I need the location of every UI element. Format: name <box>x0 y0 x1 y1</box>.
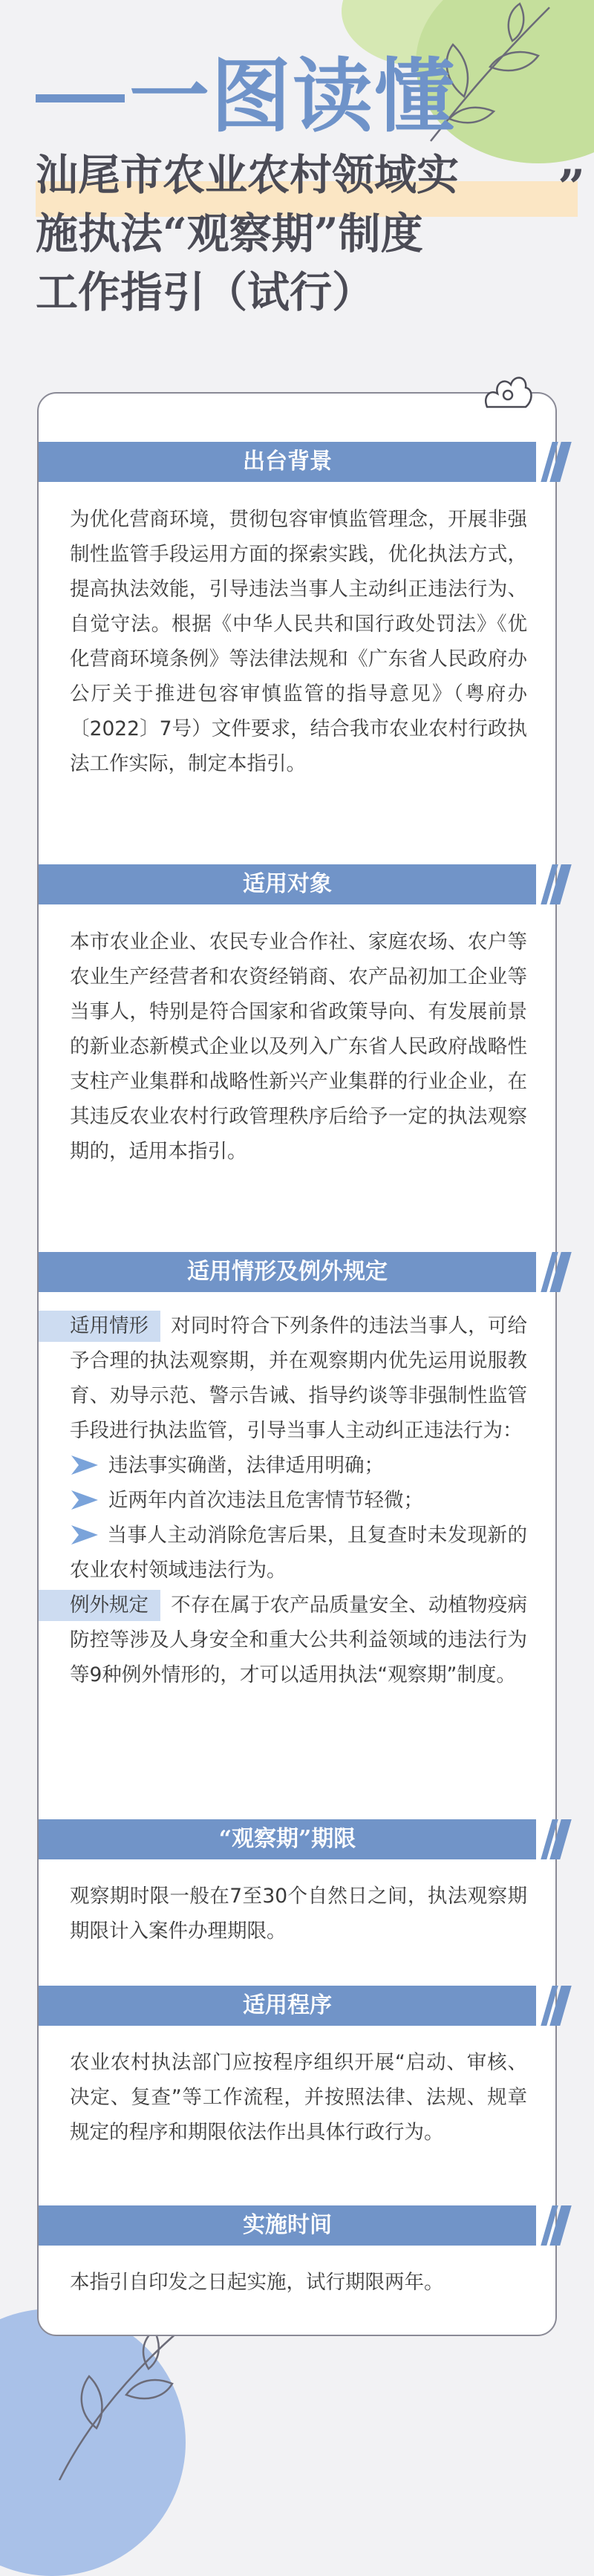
section-header-period: “观察期”期限 <box>39 1819 536 1859</box>
bullet-item <box>70 1448 527 1483</box>
exception-text: 不存在属于农产品质量安全、动植物疫病防控等涉及人身安全和重大公共利益领域的违法行为等9种例外情形的，才可以适用执法“观察期”制度。 <box>70 1594 527 1686</box>
section-text-scope: 本市农业企业、农民专业合作社、家庭农场、农户等农业生产经营者和农资经销商、农产品初加工企业等当事人，特别是符合国家和省政策导向、有发展前景的新业态新模式企业以及列入广东省人民政府战略性支柱产业集群和战略性新兴产业集群的行业企业，在其违反农业农村行政管理秩序后给予一定的执法观察期的，适用本指引。 <box>70 930 527 1163</box>
section-text-effective: 本指引自印发之日起实施，试行期限两年。 <box>70 2271 444 2294</box>
triangle-bullet-icon <box>70 1489 99 1511</box>
section-header-scope: 适用对象 <box>39 864 536 904</box>
section-text-procedure: 农业农村执法部门应按程序组织开展“启动、审核、决定、复查”等工作流程，并按照法律、法规、规章规定的程序和期限依法作出具体行政行为。 <box>70 2051 527 2144</box>
situations-text: 对同时符合下列条件的违法当事人，可给予合理的执法观察期，并在观察期内优先运用说服教育、劝导示范、警示告诫、指导约谈等非强制性监管手段进行执法监管，引导当事人主动纠正违法行为： <box>70 1314 527 1442</box>
content-card <box>37 392 557 2336</box>
bullet-text: 近两年内首次违法且危害情节轻微； <box>108 1489 423 1512</box>
hero-title <box>36 146 570 322</box>
title-line-2: 施执法“观察期”制度 <box>36 209 423 258</box>
hero-dash <box>36 94 125 102</box>
leaf-branch-icon <box>45 2317 193 2480</box>
flower-ornament-icon <box>480 367 535 408</box>
section-text-situations <box>70 1308 527 1692</box>
title-line-1: 汕尾市农业农村领域实 <box>36 150 459 200</box>
hero <box>36 52 570 322</box>
section-text-period: 观察期时限一般在7至30个自然日之间，执法观察期期限计入案件办理期限。 <box>70 1885 527 1943</box>
triangle-bullet-icon <box>70 1524 99 1546</box>
tag-applicable: 适用情形 <box>39 1311 160 1342</box>
hero-big-text: 一图读懂 <box>129 50 457 143</box>
section-header-procedure: 适用程序 <box>39 1986 536 2026</box>
section-header-situations: 适用情形及例外规定 <box>39 1252 536 1292</box>
title-line-3: 工作指引（试行） <box>36 267 374 317</box>
tag-exception: 例外规定 <box>39 1590 160 1621</box>
bullet-item <box>70 1518 527 1588</box>
quote-mark: ” <box>558 160 585 215</box>
section-header-effective: 实施时间 <box>39 2205 536 2246</box>
triangle-bullet-icon <box>70 1454 99 1476</box>
section-text-background: 为优化营商环境，贯彻包容审慎监管理念，开展非强制性监管手段运用方面的探索实践，优化执法方式，提高执法效能，引导违法当事人主动纠正违法行为、自觉守法。根据《中华人民共和国行政处罚法》《优化营商环境条例》等法律法规和《广东省人民政府办公厅关于推进包容审慎监管的指导意见》（粤府办〔2022〕7号）文件要求，结合我市农业农村行政执法工作实际，制定本指引。 <box>70 508 527 775</box>
bullet-text: 违法事实确凿，法律适用明确； <box>108 1454 384 1477</box>
bullet-text: 当事人主动消除危害后果，且复查时未发现新的农业农村领域违法行为。 <box>70 1524 527 1582</box>
bullet-item <box>70 1483 527 1518</box>
hero-big-title <box>36 52 570 141</box>
section-header-background: 出台背景 <box>39 442 536 482</box>
